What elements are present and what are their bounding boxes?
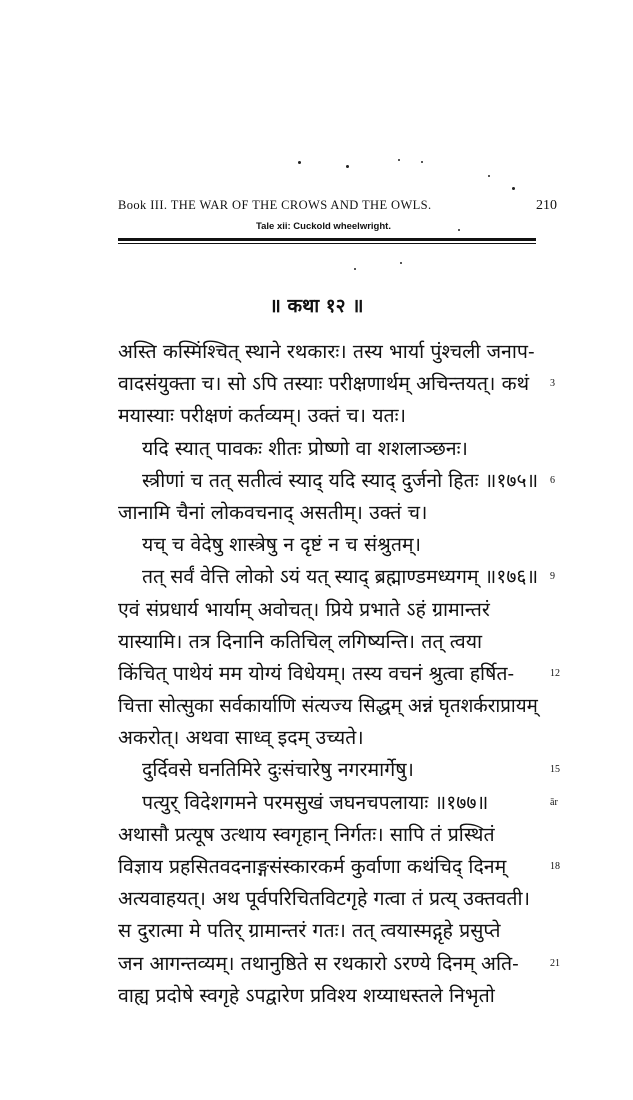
line-number: 18 (550, 861, 560, 872)
line-text: तत् सर्वं वेत्ति लोको ऽयं यत् स्याद् ब्रह्माण्डमध्यगम् ॥१७६॥ (142, 565, 539, 589)
line-number: 21 (550, 957, 560, 969)
text-line (118, 690, 538, 722)
scan-speck (488, 175, 490, 177)
line-text: चित्ता सोत्सुका सर्वकार्याणि संत्यज्य सिद्धम् अन्नं घृतशर्कराप्रायम् (118, 694, 538, 718)
line-number: 3 (550, 378, 555, 390)
text-line (118, 336, 538, 368)
text-line (118, 594, 538, 626)
text-line (118, 626, 538, 658)
line-text: यच् च वेदेषु शास्त्रेषु न दृष्टं न च संश्रुतम्। (142, 533, 421, 557)
line-text: विज्ञाय प्रहसितवदनाङ्गसंस्कारकर्म कुर्वाणा कथंचिद् दिनम् (118, 855, 507, 878)
scan-speck (398, 159, 400, 161)
text-line (118, 819, 538, 851)
line-text: अथासौ प्रत्यूष उत्थाय स्वगृहान् निर्गतः। सापि तं प्रस्थितं (118, 822, 495, 846)
line-text: वाह्य प्रदोषे स्वगृहे ऽपद्वारेण प्रविश्य शय्याधस्तले निभृतो (118, 983, 495, 1007)
sanskrit-text-body (118, 336, 560, 1012)
scan-speck (346, 165, 349, 168)
scan-speck (354, 268, 356, 270)
line-text: स दुरात्मा मे पतिर् ग्रामान्तरं गतः। तत् त्वयास्मद्गृहे प्रसुप्ते (118, 919, 501, 943)
line-number: 12 (550, 667, 560, 679)
line-number: 9 (550, 571, 555, 583)
scan-speck (421, 161, 423, 163)
text-line (118, 722, 538, 754)
text-line (118, 883, 538, 915)
line-text: अकरोत्। अथवा साध्व् इदम् उच्यते। (118, 726, 364, 750)
text-line (118, 915, 538, 947)
text-line (118, 529, 538, 561)
scan-speck (298, 161, 301, 164)
line-number: 6 (550, 474, 555, 486)
text-line (118, 980, 538, 1012)
text-line (118, 754, 560, 786)
line-text: दुर्दिवसे घनतिमिरे दुःसंचारेषु नगरमार्गेषु। (142, 758, 414, 782)
text-line (118, 465, 555, 497)
text-line (118, 400, 538, 432)
header-rule-thin (118, 243, 536, 244)
line-text: अत्यवाहयत्। अथ पूर्वपरिचितविटगृहे गत्वा तं प्रत्य् उक्तवती। (118, 887, 530, 911)
line-number: ār (550, 796, 558, 808)
line-text: वादसंयुक्ता च। सो ऽपि तस्याः परीक्षणार्थम् अचिन्तयत्। कथं (118, 372, 530, 396)
line-text: मयास्याः परीक्षणं कर्तव्यम्। उक्तं च। यतः। (118, 404, 406, 428)
tale-subtitle: Tale xii: Cuckold wheelwright. (256, 221, 391, 232)
line-text: जन आगन्तव्यम्। तथानुष्ठिते स रथकारो ऽरण्ये दिनम् अति- (118, 951, 519, 975)
scan-speck (458, 229, 460, 231)
text-line (118, 948, 560, 980)
line-text: एवं संप्रधार्य भार्याम् अवोचत्। प्रिये प्रभाते ऽहं ग्रामान्तरं (118, 597, 490, 621)
text-line (118, 561, 555, 593)
header-rule-thick (118, 238, 536, 241)
page-number: 210 (536, 198, 557, 213)
tale-heading: ॥ कथा १२ ॥ (269, 295, 364, 317)
line-text: जानामि चैनां लोकवचनाद् असतीम्। उक्तं च। (118, 500, 428, 524)
scan-speck (400, 262, 402, 264)
text-line (118, 368, 555, 400)
line-text: पत्युर् विदेशगमने परमसुखं जघनचपलायाः ॥१७७॥ (142, 790, 489, 814)
line-number: 15 (550, 764, 560, 776)
running-title: Book III. THE WAR OF THE CROWS AND THE OWLS. (118, 198, 432, 212)
text-line (118, 787, 558, 819)
line-text: यास्यामि। तत्र दिनानि कतिचिल् लगिष्यन्ति। तत् त्वया (118, 629, 483, 653)
line-text: अस्ति कस्मिंश्चित् स्थाने रथकारः। तस्य भार्या पुंश्चली जनाप- (118, 340, 535, 363)
text-line (118, 497, 538, 529)
line-text: यदि स्यात् पावकः शीतः प्रोष्णो वा शशलाञ्छनः। (142, 436, 468, 460)
running-head (118, 198, 538, 213)
text-line (118, 851, 560, 883)
text-line (118, 433, 538, 465)
line-text: किंचित् पाथेयं मम योग्यं विधेयम्। तस्य वचनं श्रुत्वा हर्षित- (118, 661, 515, 685)
line-text: स्त्रीणां च तत् सतीत्वं स्याद् यदि स्याद् दुर्जनो हितः ॥१७५॥ (142, 468, 539, 492)
scan-speck (512, 187, 515, 190)
text-line (118, 658, 560, 690)
